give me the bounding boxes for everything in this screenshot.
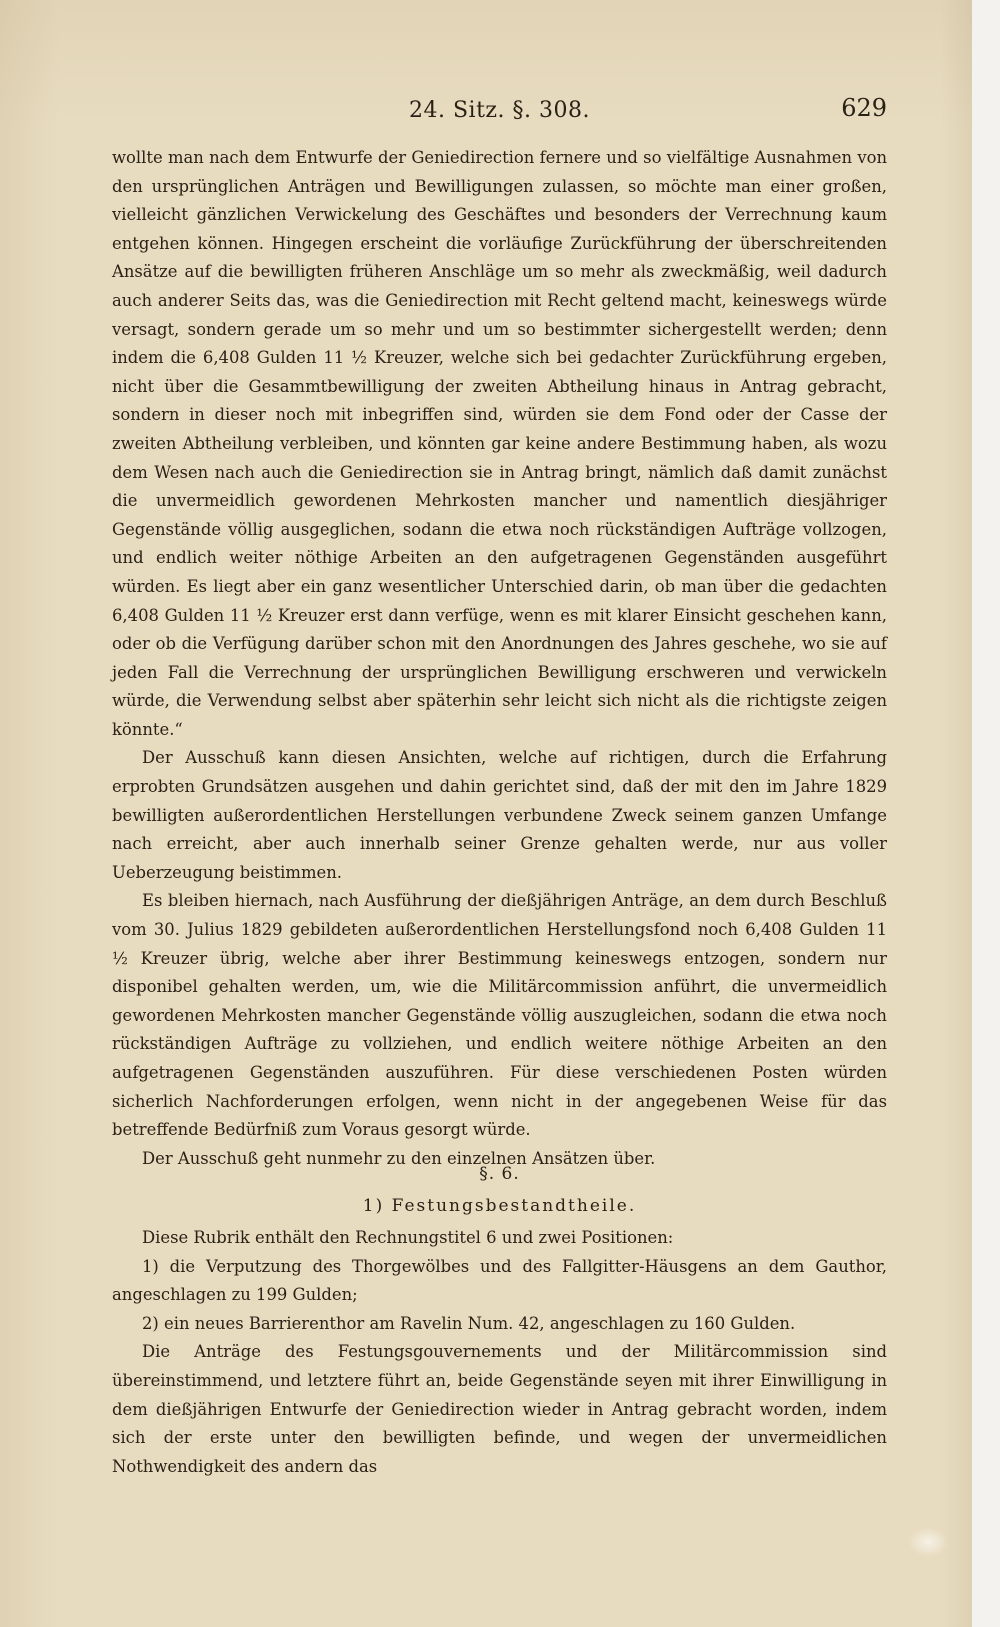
paragraph: Die Anträge des Festungsgouvernements und der Militärcommission sind übereinstimmend, und letztere führt an, beide Gegenstände seyen mit ihrer Einwilligung in dem dießjährigen Entwurfe der Geniedirection wieder in Antrag gebracht worden, indem sich der erste unter den bewilligten befinde, und wegen der unvermeidlichen Nothwendigkeit des andern das (112, 1342, 887, 1476)
section-heading: §. 6. (479, 1164, 520, 1184)
scan-smudge (908, 1527, 948, 1557)
list-item: 1) die Verputzung des Thorgewölbes und des Fallgitter-Häusgens an dem Gauthor, angeschlagen zu 199 Gulden; (112, 1256, 887, 1305)
subsection-heading: 1) Festungsbestandtheile. (362, 1196, 637, 1216)
paragraph: Es bleiben hiernach, nach Ausführung der dießjährigen Anträge, an dem durch Beschluß vom 30. Julius 1829 gebildeten außerordentlichen Herstellungsfond noch 6,408 Gulden 11 ½ Kreuzer übrig, welche aber ihrer Bestimmung keineswegs entzogen, sondern nur disponibel gehalten werden, um, wie die Militärcommission anführt, die unvermeidlich gewordenen Mehrkosten mancher Gegenstände völlig auszugleichen, sodann die etwa noch rückständigen Aufträge zu vollziehen, und endlich weitere nöthige Arbeiten an den aufgetragenen Gegenständen auszuführen. Für diese verschiedenen Posten würden sicherlich Nachforderungen erfolgen, wenn nicht in der angegebenen Weise für das betreffende Bedürfniß zum Voraus gesorgt würde. (112, 891, 887, 1140)
running-head: 24. Sitz. §. 308. (409, 98, 590, 123)
page-header (112, 94, 887, 134)
paragraph: Der Ausschuß geht nunmehr zu den einzelnen Ansätzen über. (142, 1148, 656, 1168)
paragraph: wollte man nach dem Entwurfe der Geniedirection fernere und so vielfältige Ausnahmen von den ursprünglichen Anträgen und Bewilligungen zulassen, so möchte man einer großen, vielleicht gänzlichen Verwickelung des Geschäftes und besonders der Verrechnung kaum entgehen können. Hingegen erscheint die vorläufige Zurückführung der überschreitenden Ansätze auf die bewilligten früheren Anschläge um so mehr als zweckmäßig, weil dadurch auch anderer Seits das, was die Geniedirection mit Recht geltend macht, keineswegs würde versagt, sondern gerade um so mehr und um so bestimmter sichergestellt werden; denn indem die 6,408 Gulden 11 ½ Kreuzer, welche sich bei gedachter Zurückführung ergeben, nicht über die Gesammtbewilligung der zweiten Abtheilung hinaus in Antrag gebracht, sondern in dieser noch mit inbegriffen sind, würden sie dem Fond oder der Casse der zweiten Abtheilung verbleiben, und könnten gar keine andere Bestimmung haben, als wozu dem Wesen nach auch die Geniedirection sie in Antrag bringt, nämlich daß damit zunächst die unvermeidlich gewordenen Mehrkosten mancher und namentlich diesjähriger Gegenstände völlig ausgeglichen, sodann die etwa noch rückständigen Aufträge vollzogen, und endlich weiter nöthige Arbeiten an den aufgetragenen Gegenständen ausgeführt würden. Es liegt aber ein ganz wesentlicher Unterschied darin, ob man über die gedachten 6,408 Gulden 11 ½ Kreuzer erst dann verfüge, wenn es mit klarer Einsicht geschehen kann, oder ob die Verfügung darüber schon mit den Anordnungen des Jahres geschehe, wo sie auf jeden Fall die Verrechnung der ursprünglichen Bewilligung erschweren und verwickeln würde, die Verwendung selbst aber späterhin sehr leicht sich nicht als die richtigste zeigen könnte.“ (112, 148, 887, 739)
paragraph: Diese Rubrik enthält den Rechnungstitel 6 und zwei Positionen: (142, 1228, 674, 1247)
list-item: 2) ein neues Barrierenthor am Ravelin Num. 42, angeschlagen zu 160 Gulden. (142, 1313, 796, 1333)
main-text (112, 144, 887, 1173)
page-number: 629 (841, 94, 887, 122)
section-text (112, 1224, 887, 1481)
paragraph: Der Ausschuß kann diesen Ansichten, welche auf richtigen, durch die Erfahrung erprobten Grundsätzen ausgehen und dahin gerichtet sind, daß der mit den im Jahre 1829 bewilligten außerordentlichen Herstellungen verbundene Zweck seinem ganzen Umfange nach erreicht, aber auch innerhalb seiner Grenze gehalten werde, nur aus voller Ueberzeugung beistimmen. (112, 748, 887, 882)
scan-margin (972, 0, 1000, 1627)
